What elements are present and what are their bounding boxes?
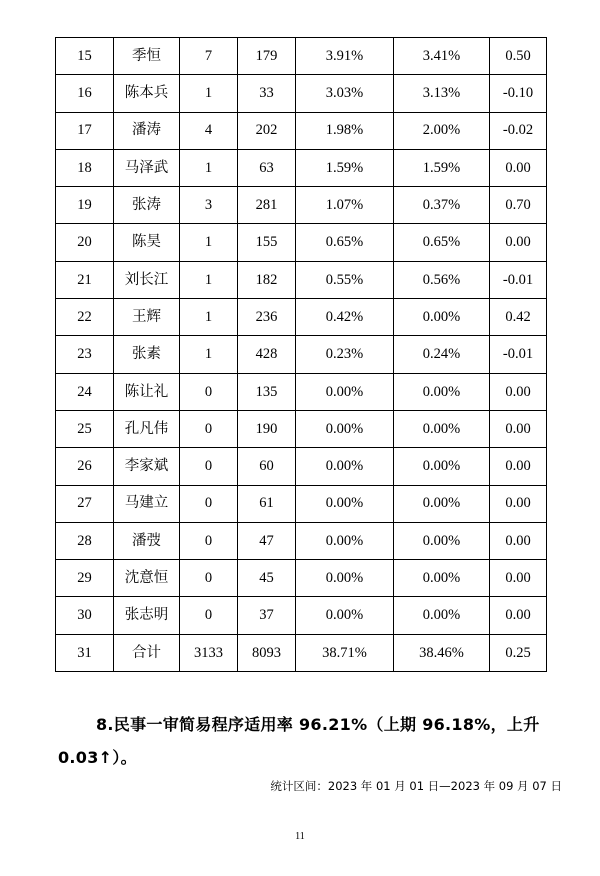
prev-rate-cell: 3.13% xyxy=(394,75,490,112)
table-row xyxy=(56,112,547,149)
row-number-cell: 20 xyxy=(56,224,114,261)
change-cell: -0.01 xyxy=(490,261,547,298)
table-row xyxy=(56,634,547,671)
table-row xyxy=(56,38,547,75)
name-cell: 陈昊 xyxy=(114,224,180,261)
prev-rate-cell: 0.56% xyxy=(394,261,490,298)
name-cell: 季恒 xyxy=(114,38,180,75)
total-cell: 61 xyxy=(238,485,296,522)
table-row xyxy=(56,336,547,373)
row-number-cell: 17 xyxy=(56,112,114,149)
rate-cell: 0.42% xyxy=(296,299,394,336)
row-number-cell: 25 xyxy=(56,410,114,447)
name-cell: 李家斌 xyxy=(114,448,180,485)
row-number-cell: 18 xyxy=(56,149,114,186)
total-cell: 47 xyxy=(238,522,296,559)
row-number-cell: 16 xyxy=(56,75,114,112)
count-cell: 3133 xyxy=(180,634,238,671)
rate-cell: 0.00% xyxy=(296,597,394,634)
change-cell: 0.00 xyxy=(490,149,547,186)
change-cell: 0.25 xyxy=(490,634,547,671)
count-cell: 1 xyxy=(180,75,238,112)
rate-cell: 0.00% xyxy=(296,485,394,522)
prev-rate-cell: 0.00% xyxy=(394,410,490,447)
row-number-cell: 28 xyxy=(56,522,114,559)
table-row xyxy=(56,149,547,186)
row-number-cell: 31 xyxy=(56,634,114,671)
rate-cell: 0.23% xyxy=(296,336,394,373)
row-number-cell: 26 xyxy=(56,448,114,485)
total-cell: 33 xyxy=(238,75,296,112)
change-cell: -0.01 xyxy=(490,336,547,373)
rate-cell: 0.00% xyxy=(296,522,394,559)
count-cell: 4 xyxy=(180,112,238,149)
total-cell: 182 xyxy=(238,261,296,298)
change-cell: 0.00 xyxy=(490,448,547,485)
table-row xyxy=(56,522,547,559)
count-cell: 0 xyxy=(180,373,238,410)
row-number-cell: 15 xyxy=(56,38,114,75)
total-cell: 8093 xyxy=(238,634,296,671)
rate-cell: 0.00% xyxy=(296,448,394,485)
name-cell: 张素 xyxy=(114,336,180,373)
rate-cell: 1.07% xyxy=(296,187,394,224)
name-cell: 马建立 xyxy=(114,485,180,522)
count-cell: 1 xyxy=(180,149,238,186)
prev-rate-cell: 38.46% xyxy=(394,634,490,671)
row-number-cell: 27 xyxy=(56,485,114,522)
table-row xyxy=(56,261,547,298)
rate-cell: 3.91% xyxy=(296,38,394,75)
table-row xyxy=(56,448,547,485)
name-cell: 潘弢 xyxy=(114,522,180,559)
name-cell: 王辉 xyxy=(114,299,180,336)
name-cell: 合计 xyxy=(114,634,180,671)
change-cell: 0.00 xyxy=(490,373,547,410)
prev-rate-cell: 0.37% xyxy=(394,187,490,224)
table-row xyxy=(56,75,547,112)
row-number-cell: 23 xyxy=(56,336,114,373)
row-number-cell: 21 xyxy=(56,261,114,298)
count-cell: 3 xyxy=(180,187,238,224)
prev-rate-cell: 0.00% xyxy=(394,373,490,410)
count-cell: 0 xyxy=(180,485,238,522)
page-number: 11 xyxy=(295,831,305,842)
count-cell: 1 xyxy=(180,336,238,373)
total-cell: 135 xyxy=(238,373,296,410)
total-cell: 37 xyxy=(238,597,296,634)
prev-rate-cell: 0.00% xyxy=(394,597,490,634)
count-cell: 0 xyxy=(180,597,238,634)
total-cell: 202 xyxy=(238,112,296,149)
prev-rate-cell: 0.00% xyxy=(394,299,490,336)
prev-rate-cell: 0.00% xyxy=(394,560,490,597)
name-cell: 陈让礼 xyxy=(114,373,180,410)
rate-cell: 0.00% xyxy=(296,410,394,447)
name-cell: 潘涛 xyxy=(114,112,180,149)
total-cell: 155 xyxy=(238,224,296,261)
name-cell: 沈意恒 xyxy=(114,560,180,597)
change-cell: 0.70 xyxy=(490,187,547,224)
count-cell: 7 xyxy=(180,38,238,75)
rate-cell: 38.71% xyxy=(296,634,394,671)
count-cell: 1 xyxy=(180,299,238,336)
table-row xyxy=(56,597,547,634)
row-number-cell: 24 xyxy=(56,373,114,410)
total-cell: 63 xyxy=(238,149,296,186)
count-cell: 0 xyxy=(180,560,238,597)
row-number-cell: 22 xyxy=(56,299,114,336)
row-number-cell: 30 xyxy=(56,597,114,634)
total-cell: 281 xyxy=(238,187,296,224)
rate-cell: 0.55% xyxy=(296,261,394,298)
table-row xyxy=(56,224,547,261)
total-cell: 428 xyxy=(238,336,296,373)
prev-rate-cell: 0.00% xyxy=(394,448,490,485)
name-cell: 马泽武 xyxy=(114,149,180,186)
count-cell: 0 xyxy=(180,522,238,559)
table-row xyxy=(56,485,547,522)
change-cell: -0.10 xyxy=(490,75,547,112)
rate-cell: 0.00% xyxy=(296,373,394,410)
total-cell: 60 xyxy=(238,448,296,485)
row-number-cell: 29 xyxy=(56,560,114,597)
name-cell: 张涛 xyxy=(114,187,180,224)
count-cell: 0 xyxy=(180,448,238,485)
paragraph-line-1: 8.民事一审简易程序适用率 96.21%（上期 96.18%，上升 xyxy=(96,715,540,734)
table-row xyxy=(56,187,547,224)
change-cell: -0.02 xyxy=(490,112,547,149)
prev-rate-cell: 2.00% xyxy=(394,112,490,149)
rate-cell: 3.03% xyxy=(296,75,394,112)
prev-rate-cell: 0.24% xyxy=(394,336,490,373)
change-cell: 0.00 xyxy=(490,560,547,597)
change-cell: 0.00 xyxy=(490,410,547,447)
count-cell: 0 xyxy=(180,410,238,447)
rate-cell: 0.00% xyxy=(296,560,394,597)
statistics-period: 统计区间：2023 年 01 月 01 日—2023 年 09 月 07 日 xyxy=(270,779,562,793)
total-cell: 45 xyxy=(238,560,296,597)
change-cell: 0.00 xyxy=(490,485,547,522)
name-cell: 陈本兵 xyxy=(114,75,180,112)
change-cell: 0.00 xyxy=(490,522,547,559)
table-row xyxy=(56,560,547,597)
prev-rate-cell: 1.59% xyxy=(394,149,490,186)
paragraph-line-2: 0.03↑）。 xyxy=(58,748,137,767)
name-cell: 张志明 xyxy=(114,597,180,634)
change-cell: 0.00 xyxy=(490,224,547,261)
change-cell: 0.50 xyxy=(490,38,547,75)
statistics-table xyxy=(55,37,547,672)
name-cell: 孔凡伟 xyxy=(114,410,180,447)
total-cell: 236 xyxy=(238,299,296,336)
statistics-table-body xyxy=(56,38,547,672)
row-number-cell: 19 xyxy=(56,187,114,224)
total-cell: 190 xyxy=(238,410,296,447)
name-cell: 刘长江 xyxy=(114,261,180,298)
prev-rate-cell: 0.00% xyxy=(394,522,490,559)
table-row xyxy=(56,299,547,336)
prev-rate-cell: 3.41% xyxy=(394,38,490,75)
table-row xyxy=(56,373,547,410)
rate-cell: 0.65% xyxy=(296,224,394,261)
change-cell: 0.00 xyxy=(490,597,547,634)
count-cell: 1 xyxy=(180,261,238,298)
prev-rate-cell: 0.65% xyxy=(394,224,490,261)
table-row xyxy=(56,410,547,447)
change-cell: 0.42 xyxy=(490,299,547,336)
rate-cell: 1.98% xyxy=(296,112,394,149)
total-cell: 179 xyxy=(238,38,296,75)
count-cell: 1 xyxy=(180,224,238,261)
rate-cell: 1.59% xyxy=(296,149,394,186)
prev-rate-cell: 0.00% xyxy=(394,485,490,522)
